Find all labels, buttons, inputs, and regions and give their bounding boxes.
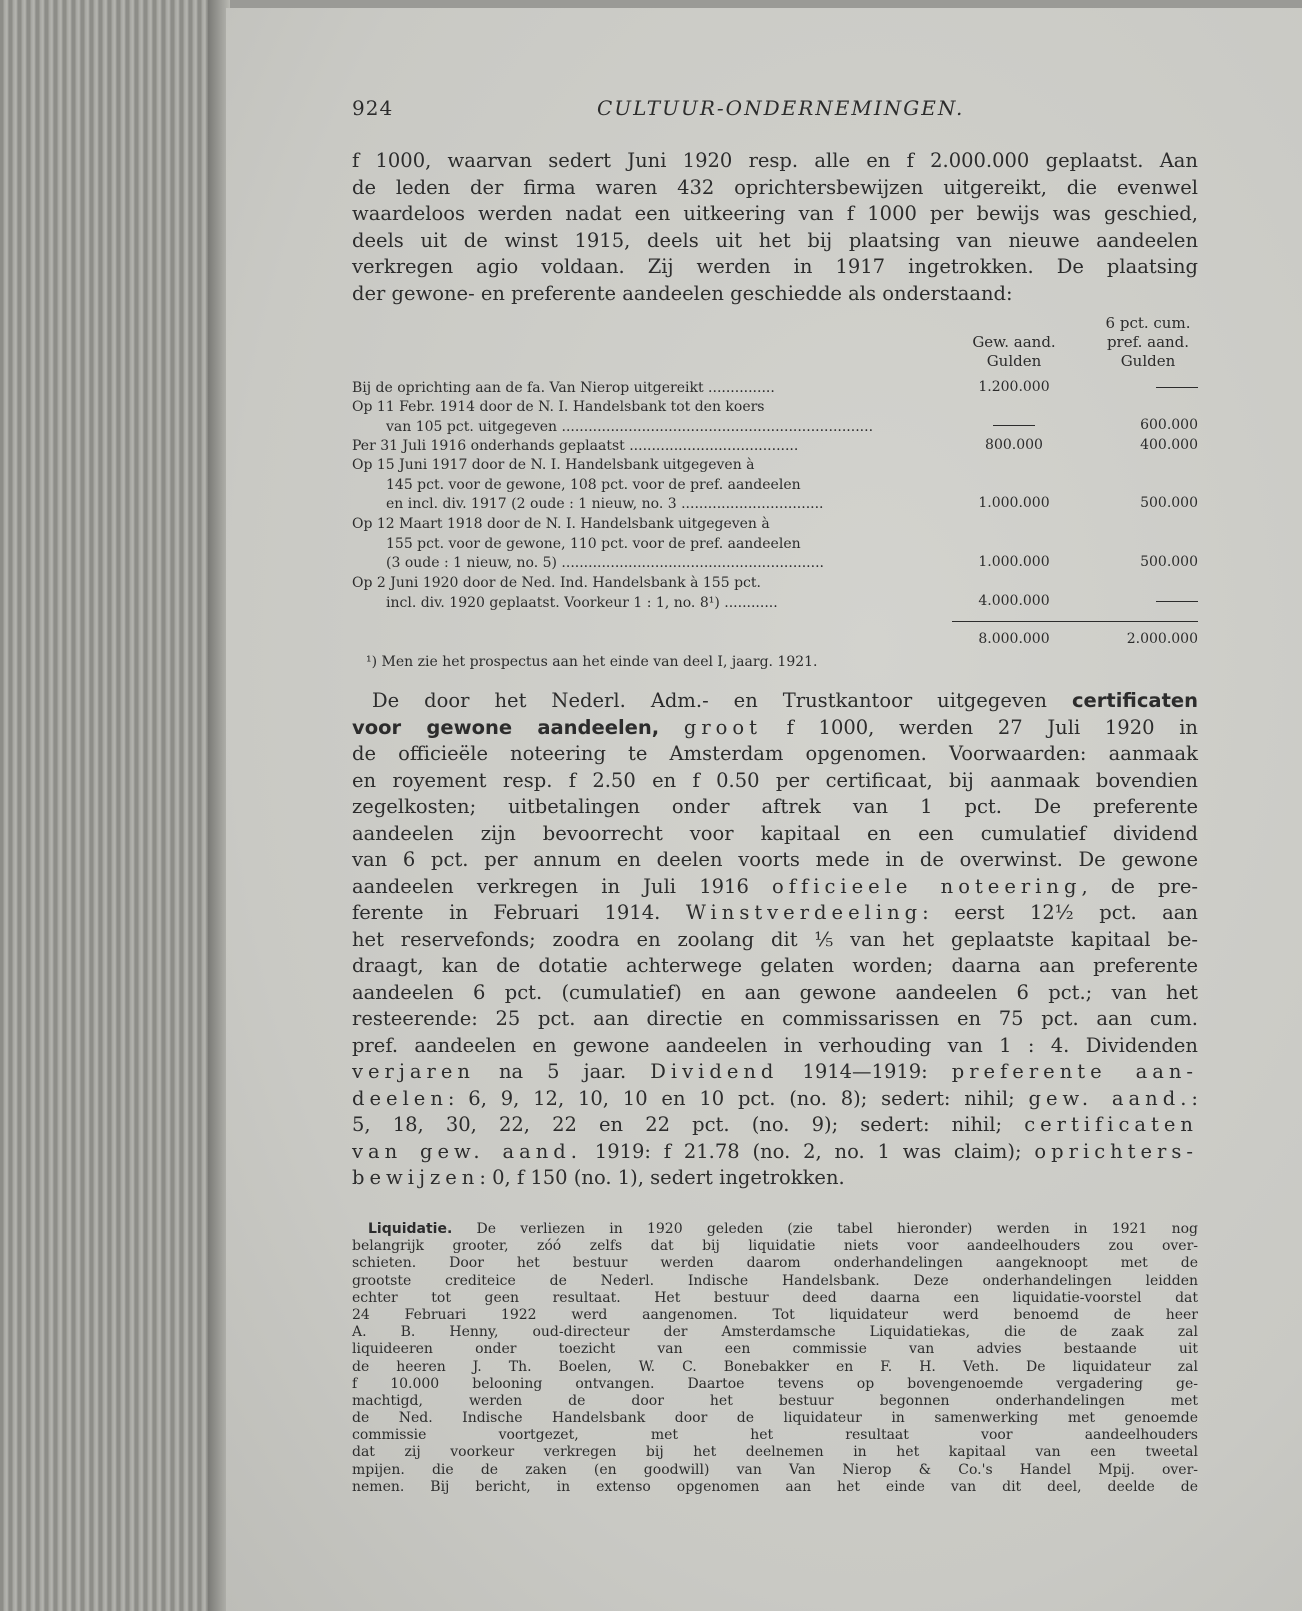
gewone-value: 1.000.000 xyxy=(978,554,1050,570)
spaced-term: bewijzen xyxy=(352,1166,480,1189)
text-line xyxy=(352,1139,1198,1166)
gewone-value: 1.200.000 xyxy=(978,379,1050,395)
pref-value: 600.000 xyxy=(1140,417,1198,433)
row-description: Op 12 Maart 1918 door de N. I. Handelsbank uitgegeven à xyxy=(352,516,770,532)
page-header xyxy=(352,96,1292,122)
column-header-line: 6 pct. cum. xyxy=(1105,314,1191,332)
text-line: 24 Februari 1922 werd aangenomen. Tot liquidateur werd benoemd de heer xyxy=(352,1306,1198,1323)
spaced-term: van gew. aand. xyxy=(352,1139,582,1163)
bold-term: voor gewone aandeelen, xyxy=(352,715,660,739)
text-line xyxy=(352,1221,1198,1238)
text-line xyxy=(352,1059,1198,1086)
total-rule xyxy=(952,621,1198,622)
text-line: der gewone- en preferente aandeelen geschiedde als onderstaand: xyxy=(352,281,1013,305)
text-line: draagt, kan de dotatie achterwege gelaten worden; daarna aan preferente xyxy=(352,954,1198,977)
section-heading: Liquidatie. xyxy=(368,1221,453,1237)
row-description: Op 11 Febr. 1914 door de N. I. Handelsbank tot den koers xyxy=(352,399,765,415)
main-paragraph xyxy=(352,688,1198,1192)
text-line: de officieële noteering te Amsterdam opgenomen. Voorwaarden: aanmaak xyxy=(352,742,1198,765)
text-line: van 6 pct. per annum en deelen voorts mede in de overwinst. De gewone xyxy=(352,848,1198,871)
gewone-value: 4.000.000 xyxy=(978,593,1050,609)
text-line: machtigd, werden de door het bestuur begonnen onderhandelingen met xyxy=(352,1392,1198,1409)
text-line: het reservefonds; zoodra en zoolang dit ⅕ van het geplaatste kapitaal be- xyxy=(352,927,1198,951)
row-description: Op 2 Juni 1920 door de Ned. Ind. Handelsbank à 155 pct. xyxy=(352,575,761,591)
text-line: de Ned. Indische Handelsbank door de liquidateur in samenwerking met genoemde xyxy=(352,1410,1198,1427)
row-description: Bij de oprichting aan de fa. Van Nierop uitgereikt ............... xyxy=(352,380,775,396)
text-line xyxy=(352,1086,1198,1113)
text-line: pref. aandeelen en gewone aandeelen in verhouding van 1 : 4. Dividenden xyxy=(352,1033,1198,1057)
spaced-term: Dividend xyxy=(650,1060,779,1083)
column-header-preferente xyxy=(1088,314,1208,371)
text-line xyxy=(352,1165,1198,1192)
text-line: A. B. Henny, oud-directeur der Amsterdamsche Liquidatiekas, die de zaak zal xyxy=(352,1324,1198,1341)
row-description: Op 15 Juni 1917 door de N. I. Handelsbank uitgegeven à xyxy=(352,457,755,473)
text-line: de leden der firma waren 432 oprichtersbewijzen uitgereikt, die evenwel xyxy=(352,175,1198,199)
text-line: commissie voortgezet, met het resultaat voor aandeelhouders xyxy=(352,1427,1198,1444)
book-page xyxy=(226,8,1302,1611)
row-description: Per 31 Juli 1916 onderhands geplaatst ...................................... xyxy=(352,438,799,454)
text-span: : xyxy=(1191,1086,1198,1110)
text-line: deels uit de winst 1915, deels uit het bij plaatsing van nieuwe aandeelen xyxy=(352,228,1198,252)
spaced-term: groot xyxy=(683,715,762,739)
running-title: CULTUUR-ONDERNEMINGEN. xyxy=(597,96,965,120)
column-header-line: Gulden xyxy=(986,352,1042,370)
text-span: : eerst 12½ pct. aan xyxy=(922,901,1198,924)
row-description: incl. div. 1920 geplaatst. Voorkeur 1 : 1, no. 8¹) ............ xyxy=(386,594,778,611)
spaced-term: officieele noteering xyxy=(772,874,1082,898)
share-placement-table xyxy=(352,316,1198,656)
column-header-line: Gew. aand. xyxy=(972,333,1056,351)
text-line: waardeloos werden nadat een uitkeering van f 1000 per bewijs was geschied, xyxy=(352,202,1198,225)
text-span: f 1000, werden 27 Juli 1920 in xyxy=(761,715,1198,739)
spaced-term: Winstverdeeling xyxy=(685,901,923,924)
text-line: verkregen agio voldaan. Zij werden in 1917 ingetrokken. De plaatsing xyxy=(352,255,1198,278)
text-line: zegelkosten; uitbetalingen onder aftrek van 1 pct. De preferente xyxy=(352,795,1198,818)
text-line xyxy=(352,900,1198,927)
spaced-term: verjaren xyxy=(352,1060,475,1083)
bold-term: certificaten xyxy=(1071,689,1198,712)
pref-value-dash xyxy=(1088,593,1198,609)
gewone-value: 1.000.000 xyxy=(978,495,1050,511)
text-line xyxy=(352,688,1198,715)
text-line: en royement resp. f 2.50 en f 0.50 per certificaat, bij aanmaak bovendien xyxy=(352,768,1198,792)
spaced-term: oprichters- xyxy=(1034,1139,1198,1163)
pref-value: 400.000 xyxy=(1140,437,1198,453)
text-span: : 6, 9, 12, 10, 10 en 10 pct. (no. 8); sedert: nihil; xyxy=(447,1086,1029,1110)
text-line: f 10.000 belooning ontvangen. Daartoe tevens op bovengenoemde vergadering ge- xyxy=(352,1375,1198,1392)
row-description: van 105 pct. uitgegeven ...................................................................... xyxy=(386,418,874,435)
text-line: nemen. Bij bericht, in extenso opgenomen aan het einde van dit deel, deelde de xyxy=(352,1478,1198,1495)
row-description: (3 oude : 1 nieuw, no. 5) ........................................................... xyxy=(386,555,824,571)
text-line: mpijen. die de zaken (en goodwill) van Van Nierop & Co.'s Handel Mpij. over- xyxy=(352,1461,1198,1478)
text-line xyxy=(352,1112,1198,1139)
text-line: liquideeren onder toezicht van een commissie van advies bestaande uit xyxy=(352,1341,1198,1358)
spaced-term: gew. aand. xyxy=(1028,1086,1192,1110)
intro-paragraph xyxy=(352,148,1198,307)
text-line: belangrijk grooter, zóó zelfs dat bij liquidatie niets voor aandeelhouders zou over- xyxy=(352,1238,1198,1255)
spaced-term: certificaten xyxy=(1024,1113,1198,1136)
text-span: na 5 jaar. xyxy=(474,1060,651,1083)
spaced-term: preferente aan- xyxy=(951,1060,1199,1083)
liquidatie-paragraph xyxy=(352,1221,1198,1496)
column-header-gewone xyxy=(950,333,1078,371)
text-line: schieten. Door het bestuur werden daarom onderhandelingen aangeknoopt met de xyxy=(352,1255,1198,1272)
book-page-edges xyxy=(0,0,230,1611)
text-line: f 1000, waarvan sedert Juni 1920 resp. alle en f 2.000.000 geplaatst. Aan xyxy=(352,149,1198,172)
text-line: aandeelen 6 pct. (cumulatief) en aan gewone aandeelen 6 pct.; van het xyxy=(352,980,1198,1004)
column-header-line: pref. aand. xyxy=(1106,333,1190,351)
text-span: 5, 18, 30, 22, 22 en 22 pct. (no. 9); sedert: nihil; xyxy=(352,1113,1025,1136)
row-description: 145 pct. voor de gewone, 108 pct. voor de pref. aandeelen xyxy=(386,476,801,493)
text-line: de heeren J. Th. Boelen, W. C. Bonebakker en F. H. Veth. De liquidateur zal xyxy=(352,1358,1198,1375)
spaced-term: deelen xyxy=(352,1086,448,1110)
page-number: 924 xyxy=(352,96,394,120)
text-line xyxy=(352,874,1198,901)
gewone-value-dash xyxy=(950,417,1078,433)
text-line xyxy=(352,715,1198,742)
row-description: en incl. div. 1917 (2 oude : 1 nieuw, no. 3 ................................ xyxy=(386,496,824,512)
total-gewone: 8.000.000 xyxy=(978,631,1050,647)
text-span: 1919: f 21.78 (no. 2, no. 1 was claim); xyxy=(581,1139,1035,1163)
text-line: echter tot geen resultaat. Het bestuur deed daarna een liquidatie-voorstel dat xyxy=(352,1289,1198,1306)
gewone-value: 800.000 xyxy=(985,437,1043,453)
text-span: ferente in Februari 1914. xyxy=(352,901,686,924)
table-footnote: ¹) Men zie het prospectus aan het einde van deel I, jaarg. 1921. xyxy=(366,654,818,670)
text-line: grootste crediteice de Nederl. Indische Handelsbank. Deze onderhandelingen leidden xyxy=(352,1272,1198,1289)
column-header-line: Gulden xyxy=(1120,352,1176,370)
row-description: 155 pct. voor de gewone, 110 pct. voor de pref. aandeelen xyxy=(386,535,801,552)
text-line: dat zij voorkeur verkregen bij het deelnemen in het kapitaal van een tweetal xyxy=(352,1444,1198,1461)
text-line: resteerende: 25 pct. aan directie en commissarissen en 75 pct. aan cum. xyxy=(352,1007,1198,1030)
text-span: 1914—1919: xyxy=(778,1060,952,1083)
pref-value-dash xyxy=(1088,379,1198,395)
text-span: De verliezen in 1920 geleden (zie tabel hieronder) werden in 1921 nog xyxy=(452,1221,1198,1237)
text-span: aandeelen verkregen in Juli 1916 xyxy=(352,874,773,898)
total-pref: 2.000.000 xyxy=(1126,631,1198,647)
pref-value: 500.000 xyxy=(1140,554,1198,570)
text-line: aandeelen zijn bevoorrecht voor kapitaal en een cumulatief dividend xyxy=(352,821,1198,845)
pref-value: 500.000 xyxy=(1140,495,1198,511)
text-span: : 0, f 150 (no. 1), sedert ingetrokken. xyxy=(479,1166,845,1189)
text-span: , de pre- xyxy=(1081,874,1198,898)
text-span: De door het Nederl. Adm.- en Trustkantoor uitgegeven xyxy=(372,689,1072,712)
